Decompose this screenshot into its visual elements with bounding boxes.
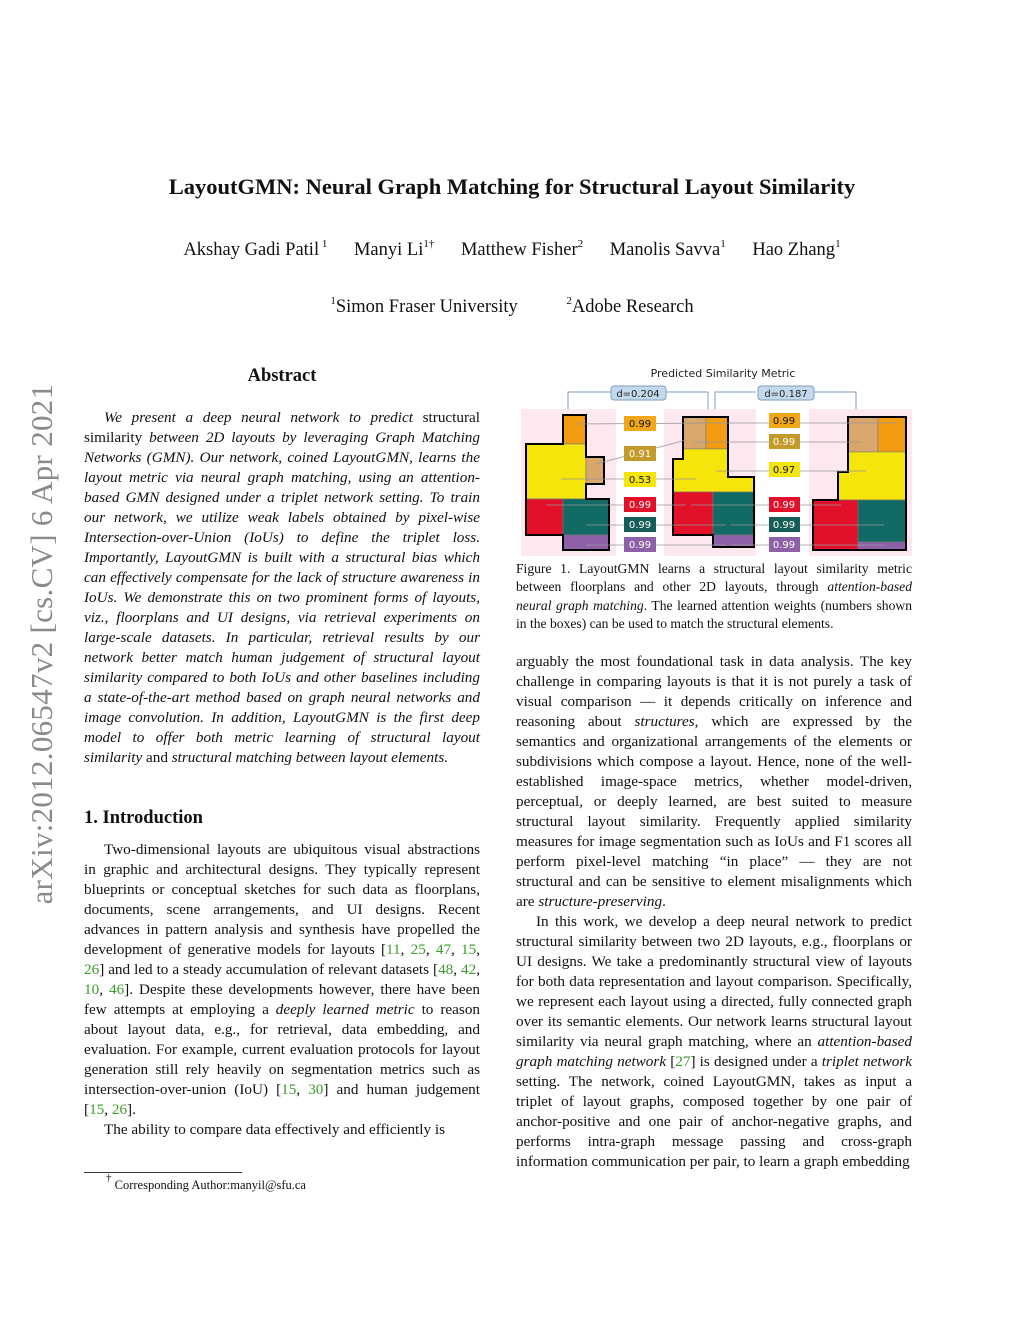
- left-score-labels: [624, 416, 656, 552]
- text-run: ,: [99, 981, 109, 998]
- footnote-mark: †: [106, 1172, 112, 1184]
- text-run: setting. The network, coined LayoutGMN, takes as input a triplet of layout graphs, composed together by one pair of anchor-positive and one pair of anchor-negative graphs, and performs intra-graph message passing and cross-graph information communication per pair, to learn a graph embedding: [516, 1073, 912, 1170]
- paper-title: LayoutGMN: Neural Graph Matching for Structural Layout Similarity: [168, 174, 856, 199]
- footnote: [106, 1172, 306, 1193]
- citation-link[interactable]: 26: [84, 961, 100, 978]
- score-label: 0.99: [628, 500, 652, 511]
- author-name: Manyi Li: [353, 240, 424, 260]
- text-run: [: [666, 1053, 676, 1070]
- citation-link[interactable]: 46: [108, 981, 125, 998]
- author-name: Hao Zhang: [752, 240, 836, 260]
- text-run: ,: [476, 961, 480, 978]
- body-paragraph: [516, 652, 912, 912]
- author-name: Akshay Gadi Patil: [183, 240, 320, 260]
- arxiv-identifier: arXiv:2012.06547v2 [cs.CV] 6 Apr 2021: [24, 383, 59, 905]
- text-run: ] is designed under a: [690, 1053, 822, 1070]
- text-run: between 2D layouts by leveraging Graph Matching Networks (GMN). Our network, coined LayoutGMN, learns the layout metric via neural graph matching, using an attention-based GMN designed under a triplet network setting. To train our network, we utilize weak labels obtained by pixel-wise Intersection-over-Union (IoUs) to define the triplet loss. Importantly, LayoutGMN is built with a structural bias which can effectively compensate for the lack of structure awareness in IoUs. We demonstrate this on two prominent forms of layouts, viz., floorplans and UI designs, via retrieval experiments on large-scale datasets. In particular, retrieval results by our network better match human judgement of structural layout similarity compared to both IoUs and other baselines including a state-of-the-art method based on graph neural networks and image convolution. In addition, LayoutGMN is the first deep model to offer both metric learning of structural layout similarity: [84, 429, 480, 766]
- author: [461, 240, 583, 260]
- introduction-heading: 1. Introduction: [84, 808, 203, 828]
- text-run: structural similarity: [84, 409, 480, 446]
- intro-paragraph: [84, 840, 480, 1120]
- author-name: Matthew Fisher: [460, 240, 578, 260]
- text-run: , which are expressed by the semantics and organizational arrangements of the elements or subdivisions which compose a layout. Hence, none of the well-established image-space metrics, whether model-driven, perceptual, or deeply learned, are best suited to measure structural layout similarity. Frequently applied similarity measures for image segmentation such as IoUs and F1 scores all perform pixel-level matching “in place” — they are not structural and can be sensitive to element misalignments which are: [516, 713, 912, 910]
- abstract-text: [84, 408, 480, 768]
- text-run: ]. Despite these developments however, there have been few attempts at employing a: [84, 981, 480, 1018]
- score-label: 0.99: [628, 419, 652, 430]
- affiliation-sup: 1: [330, 295, 336, 307]
- right-column: [516, 652, 912, 1172]
- citation-link[interactable]: 15: [89, 1101, 105, 1118]
- author-sup: 1: [835, 238, 841, 250]
- citation-link[interactable]: 30: [308, 1081, 324, 1098]
- text-run: arguably the most foundational task in data analysis. The key challenge in comparing layouts is that it is not purely a task of visual comparison — it depends critically on inference and reasoning about: [516, 653, 912, 730]
- distance-left: d=0.204: [616, 389, 660, 400]
- score-label: 0.99: [772, 520, 796, 531]
- author-sup: 2: [577, 238, 584, 250]
- figure-caption: [516, 560, 912, 633]
- text-run: ,: [451, 941, 462, 958]
- score-label: 0.53: [628, 475, 652, 486]
- score-label: 0.99: [772, 416, 796, 427]
- citation-link[interactable]: 27: [675, 1053, 691, 1070]
- affiliation-name: Simon Fraser University: [335, 297, 518, 317]
- footnote-text: Corresponding Author:manyil@sfu.ca: [111, 1178, 306, 1192]
- figure-title: Predicted Similarity Metric: [650, 367, 796, 380]
- author: [610, 240, 726, 260]
- score-label: 0.91: [628, 449, 652, 460]
- figure-1: [516, 362, 916, 557]
- emphasis-text: attention-based graph matching network: [516, 1033, 912, 1070]
- text-run: ].: [127, 1101, 136, 1118]
- author-sup: 1†: [423, 238, 435, 250]
- citation-link[interactable]: 15: [281, 1081, 297, 1098]
- text-run: and: [146, 749, 168, 766]
- citation-link[interactable]: 26: [111, 1101, 128, 1118]
- text-run: In this work, we develop a deep neural network to predict structural similarity between two 2D layouts, e.g., floorplans or UI designs. We take a predominantly structural view of layouts for both data representation and layout comparison. Specifically, we represent each layout using a directed, fully connected graph over its semantic elements. Our network learns structural layout similarity via neural graph matching, where an: [516, 913, 912, 1050]
- text-run: ,: [453, 961, 462, 978]
- author: [752, 240, 840, 260]
- citation-link[interactable]: 47: [435, 941, 452, 958]
- text-run: The ability to compare data effectively and efficiently is: [104, 1121, 446, 1138]
- text-run: ] and led to a steady accumulation of relevant datasets [: [99, 961, 439, 978]
- emphasis-text: attention-based neural graph matching: [516, 579, 912, 613]
- emphasis-text: deeply learned metric: [275, 1001, 415, 1018]
- author-name: Manolis Savva: [609, 240, 721, 260]
- emphasis-text: triplet network: [821, 1053, 912, 1070]
- citation-link[interactable]: 10: [84, 981, 100, 998]
- author: [354, 240, 434, 260]
- distance-right: d=0.187: [764, 389, 808, 400]
- text-run: ] and human judgement [: [84, 1081, 480, 1118]
- citation-link[interactable]: 48: [438, 961, 454, 978]
- affiliation: [566, 297, 693, 317]
- text-run: ,: [425, 941, 436, 958]
- affiliation-list: [0, 297, 1024, 318]
- citation-link[interactable]: 42: [461, 961, 477, 978]
- text-run: ,: [476, 941, 481, 958]
- emphasis-text: structures: [634, 713, 695, 730]
- score-label: 0.99: [628, 520, 652, 531]
- score-label: 0.99: [772, 540, 796, 551]
- score-label: 0.99: [772, 437, 796, 448]
- citation-link[interactable]: 15: [461, 941, 477, 958]
- score-label: 0.99: [772, 500, 796, 511]
- text-run: Two-dimensional layouts are ubiquitous visual abstractions in graphic and architectural designs. They typically represent blueprints or conceptual sketches for such data as floorplans, documents, scene arrangements, and UI designs. Recent advances in pattern analysis and synthesis have propelled the development of generative models for layouts [: [84, 841, 480, 958]
- text-run: .: [662, 893, 666, 910]
- author-sup: 1: [319, 238, 328, 250]
- score-label: 0.99: [628, 540, 652, 551]
- right-score-labels: [769, 413, 800, 552]
- text-run: ,: [400, 941, 411, 958]
- abstract-heading: Abstract: [247, 366, 317, 386]
- intro-paragraph: [84, 1120, 480, 1140]
- text-run: structural matching between layout elements.: [167, 749, 449, 766]
- affiliation-sup: 2: [566, 295, 572, 307]
- text-run: We present a deep neural network to predict: [104, 409, 423, 426]
- body-paragraph: [516, 912, 912, 1172]
- affiliation-name: Adobe Research: [571, 297, 694, 317]
- author-list: [0, 240, 1024, 261]
- left-column: [84, 366, 480, 1140]
- emphasis-text: structure-preserving: [538, 893, 663, 910]
- author-sup: 1: [720, 238, 726, 250]
- text-run: Figure 1. LayoutGMN learns a structural layout similarity metric between floorplans and other 2D layouts, through: [516, 561, 912, 595]
- citation-link[interactable]: 11: [386, 941, 401, 958]
- text-run: . The learned attention weights (numbers shown in the boxes) can be used to match the structural elements.: [516, 597, 913, 631]
- text-run: ,: [296, 1081, 309, 1098]
- text-run: to reason about layout data, e.g., for retrieval, data embedding, and evaluation. For example, current evaluation protocols for layout generation still rely heavily on segmentation metrics such as intersection-over-union (IoU) [: [84, 1001, 481, 1098]
- citation-link[interactable]: 25: [410, 941, 426, 958]
- text-run: ,: [104, 1101, 112, 1118]
- score-label: 0.97: [772, 465, 796, 476]
- affiliation: [330, 297, 517, 317]
- author: [183, 240, 327, 260]
